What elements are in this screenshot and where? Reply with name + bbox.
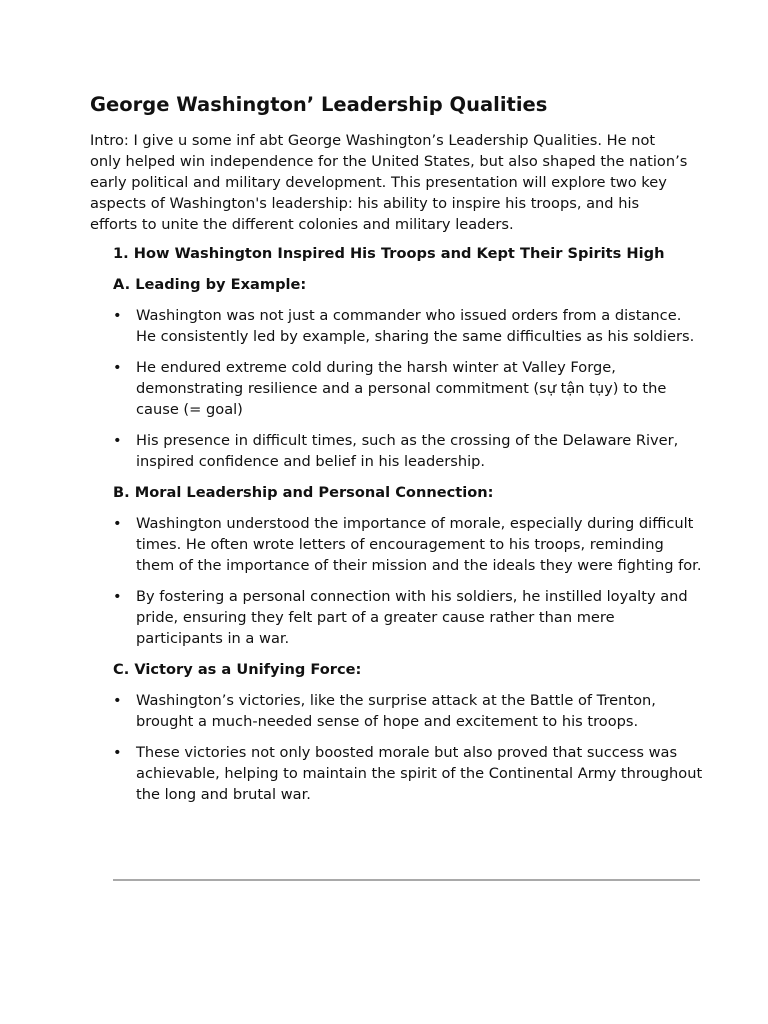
list-item-text: He endured extreme cold during the harsh winter at Valley Forge, demonstrating resilience and a personal commitment (sự tận tụy) to the cause (= goal) [136,359,667,418]
bullet-list-a [113,305,703,472]
subsection-heading-b: B. Moral Leadership and Personal Connection: [113,484,494,501]
section-1 [113,243,703,815]
list-item [113,305,703,347]
bullet-list-c [113,690,703,805]
bullet-icon: • [113,744,122,761]
list-item-text: These victories not only boosted morale but also proved that success was achievable, helping to maintain the spirit of the Continental Army throughout the long and brutal war. [136,744,703,803]
bullet-list-b [113,513,703,649]
intro-paragraph: Intro: I give u some inf abt George Washington’s Leadership Qualities. He not only helped win independence for the United States, but also shaped the nation’s early political and military development. This presentation will explore two key aspects of Washington's leadership: his ability to inspire his troops, and his efforts to unite the different colonies and military leaders. [90,132,688,233]
list-item [113,690,703,732]
list-item-text: Washington’s victories, like the surprise attack at the Battle of Trenton, brought a much-needed sense of hope and excitement to his troops. [136,692,656,730]
list-item [113,742,703,805]
bullet-icon: • [113,359,122,376]
page-title: George Washington’ Leadership Qualities [90,93,548,116]
list-item-text: His presence in difficult times, such as the crossing of the Delaware River, inspired confidence and belief in his leadership. [136,432,679,470]
list-item-text: Washington understood the importance of morale, especially during difficult times. He often wrote letters of encouragement to his troops, reminding them of the importance of their mission and the ideals they were fighting for. [136,515,702,574]
list-item [113,513,703,576]
horizontal-rule [113,879,700,881]
list-item [113,357,703,420]
bullet-icon: • [113,588,122,605]
list-item [113,430,703,472]
section-heading: 1. How Washington Inspired His Troops and Kept Their Spirits High [113,245,665,262]
list-item-text: Washington was not just a commander who issued orders from a distance. He consistently led by example, sharing the same difficulties as his soldiers. [136,307,695,345]
subsection-heading-c: C. Victory as a Unifying Force: [113,661,362,678]
bullet-icon: • [113,432,122,449]
bullet-icon: • [113,692,122,709]
list-item [113,586,703,649]
bullet-icon: • [113,515,122,532]
bullet-icon: • [113,307,122,324]
subsection-heading-a: A. Leading by Example: [113,276,307,293]
list-item-text: By fostering a personal connection with his soldiers, he instilled loyalty and pride, ensuring they felt part of a greater cause rather than mere participants in a war. [136,588,688,647]
